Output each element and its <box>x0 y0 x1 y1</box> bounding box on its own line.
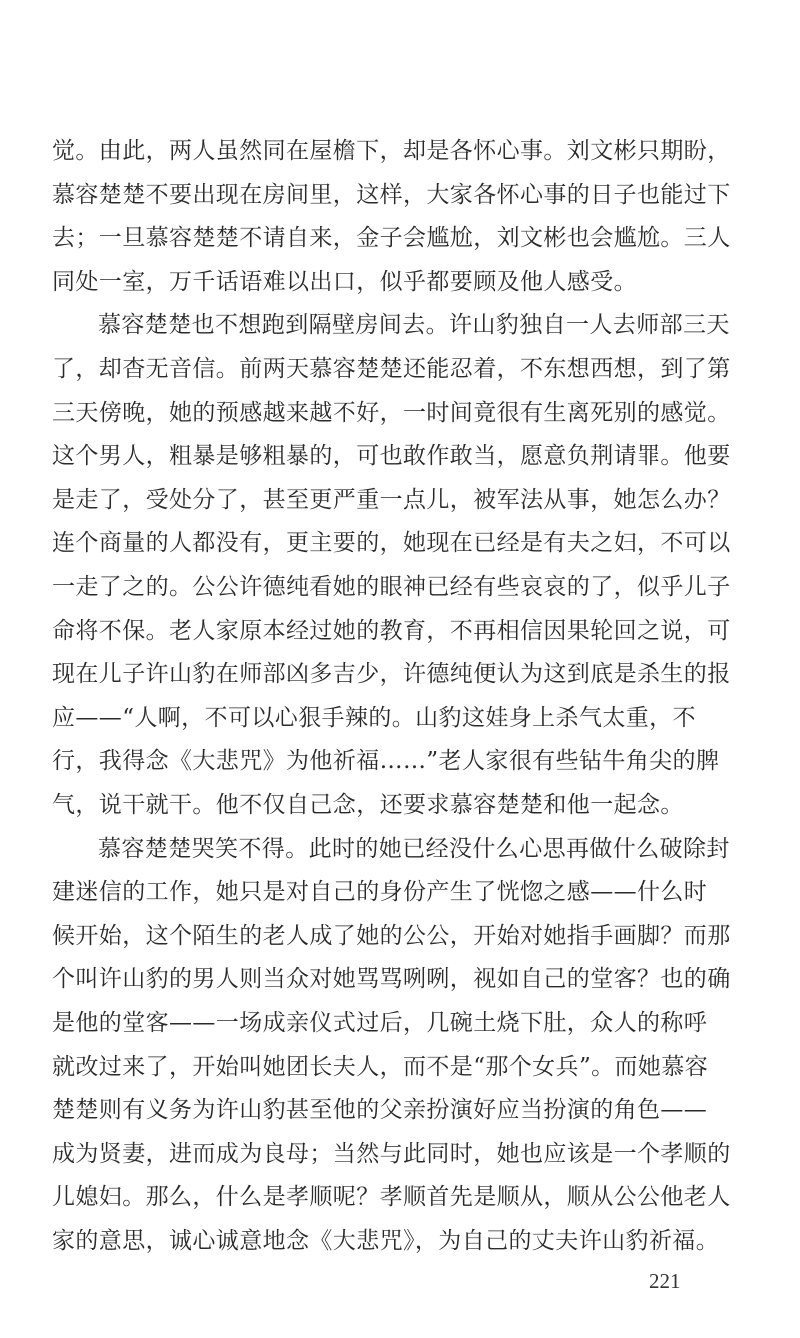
text-line: 同处一室，万千话语难以出口，似乎都要顾及他人感受。 <box>52 268 637 295</box>
text-line: 是他的堂客——一场成亲仪式过后，几碗土烧下肚，众人的称呼 <box>52 1010 708 1036</box>
text-line: 慕容楚楚不要出现在房间里，这样，大家各怀心事的日子也能过下 <box>52 181 731 208</box>
text-line: 家的意思，诚心诚意地念《大悲咒》，为自己的丈夫许山豹祈福。 <box>52 1228 720 1254</box>
text-line: 现在儿子许山豹在师部凶多吉少，许德纯便认为这到底是杀生的报 <box>52 661 731 688</box>
text-line: 三天傍晚，她的预感越来越不好，一时间竟很有生离死别的感觉。 <box>52 399 731 426</box>
text-line: 是走了，受处分了，甚至更严重一点儿，被军法从事，她怎么办？ <box>52 486 731 513</box>
text-line: 楚楚则有义务为许山豹甚至他的父亲扮演好应当扮演的角色—— <box>52 1097 708 1124</box>
text-line: 气，说干就干。他不仅自己念，还要求慕容楚楚和他一起念。 <box>52 792 684 818</box>
text-line: 个叫许山豹的男人则当众对她骂骂咧咧，视如自己的堂客？也的确 <box>52 966 731 993</box>
text-line: 儿媳妇。那么，什么是孝顺呢？孝顺首先是顺从，顺从公公他老人 <box>52 1184 731 1211</box>
text-line: 连个商量的人都没有，更主要的，她现在已经是有夫之妇，不可以 <box>52 530 731 557</box>
text-line: 慕容楚楚也不想跑到隔壁房间去。许山豹独自一人去师部三天 <box>98 312 730 339</box>
text-line: 去；一旦慕容楚楚不请自来，金子会尴尬，刘文彬也会尴尬。三人 <box>52 225 731 252</box>
text-line: 慕容楚楚哭笑不得。此时的她已经没什么心思再做什么破除封 <box>98 835 730 862</box>
text-line: 建迷信的工作，她只是对自己的身份产生了恍惚之感——什么时 <box>52 879 708 906</box>
text-line: 候开始，这个陌生的老人成了她的公公，开始对她指手画脚？而那 <box>52 922 731 949</box>
text-line: 一走了之的。公公许德纯看她的眼神已经有些哀哀的了，似乎儿子 <box>52 574 731 600</box>
text-line: 应——“人啊，不可以心狠手辣的。山豹这娃身上杀气太重，不 <box>52 704 696 731</box>
text-line: 这个男人，粗暴是够粗暴的，可也敢作敢当，愿意负荆请罪。他要 <box>52 443 731 470</box>
text-line: 觉。由此，两人虽然同在屋檐下，却是各怀心事。刘文彬只期盼， <box>52 138 731 164</box>
text-line: 就改过来了，开始叫她团长夫人，而不是“那个女兵”。而她慕容 <box>52 1053 709 1080</box>
page-number: 221 <box>649 1269 681 1293</box>
text-line: 命将不保。老人家原本经过她的教育，不再相信因果轮回之说，可 <box>52 617 731 644</box>
text-line: 成为贤妻，进而成为良母；当然与此同时，她也应该是一个孝顺的 <box>52 1140 731 1167</box>
text-line: 了，却杳无音信。前两天慕容楚楚还能忍着，不东想西想，到了第 <box>52 356 731 382</box>
text-line: 行，我得念《大悲咒》为他祈福……”老人家很有些钻牛角尖的脾 <box>52 748 720 775</box>
